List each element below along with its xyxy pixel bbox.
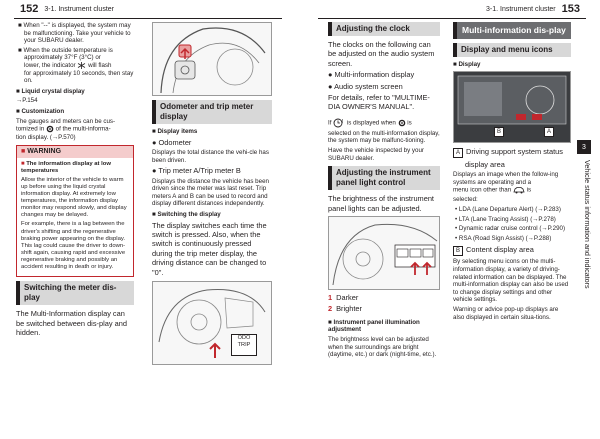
adjusting-clock-heading: Adjusting the clock [328, 22, 440, 36]
mid-screen-figure [453, 71, 571, 143]
bullet-audio: ● Audio system screen [328, 81, 403, 91]
switching-meter-body: The Multi-Information display can be switched between dis-play and hidden. [16, 309, 127, 337]
bullet-mid: ● Multi-information display [328, 70, 415, 80]
svg-text:!: ! [342, 118, 344, 125]
brighter-label: 2 Brighter [328, 304, 363, 314]
right-header-rule [318, 18, 586, 19]
system-list [453, 206, 571, 242]
list-item: • RSA (Road Sign Assist) (→P.288) [455, 234, 552, 242]
switching-display-body: The display switches each time the switch is pressed. Also, when the switch is continuously pressed during the trip meter display, the driving distance can be changed to "0". [152, 220, 267, 277]
gear-icon [46, 125, 54, 133]
illumination-body: The brightness level can be adjusted when the surroundings are bright (daytime, etc.) or dark (night-time, etc.). [328, 336, 437, 359]
inspection-text: Have the vehicle inspected by your SUBARU dealer. [328, 147, 424, 162]
label-b-marker: B [494, 127, 507, 137]
column-4 [453, 22, 571, 323]
customization-heading: ■ Customization [16, 108, 65, 116]
area-b-title: B Content display area [453, 245, 571, 256]
warning-box [16, 145, 134, 277]
list-item: • LTA (Lane Tracing Assist) (→P.278) [455, 215, 556, 223]
bullet-malfunction: ■ When "--" is displayed, the system may be malfunctioning. Take your vehicle to your SUBARU dealer. [18, 22, 131, 45]
display-heading: ■ Display [453, 61, 481, 68]
warning-paragraph-1: Allow the interior of the vehicle to warm up before using the liquid crystal information display. At extremely low temperatures, the information display monitor may respond slowly, and display changes may be delayed. [21, 176, 127, 219]
steering-switch-illustration [153, 23, 271, 95]
switching-display-heading: ■ Switching the display [152, 210, 221, 218]
panel-light-heading: Adjusting the instrument panel light control [328, 166, 440, 190]
label-a-marker: A [544, 127, 557, 137]
clock-body: The clocks on the following can be adjusted on the audio system screen. [328, 40, 435, 68]
panel-light-illustration [329, 217, 439, 289]
darker-label: 1 Darker [328, 293, 359, 303]
right-page-header [486, 0, 586, 18]
odo-trip-button[interactable]: ODO TRIP [231, 334, 257, 356]
odometer-item: ● Odometer [152, 137, 192, 147]
warning-header: ■ WARNING [17, 146, 133, 158]
left-page-number: 152 [20, 3, 39, 15]
list-item: • LDA (Lane Departure Alert) (→P.283) [455, 206, 561, 214]
clock-warning-line: If ! is displayed when is [328, 118, 412, 127]
right-page-number: 153 [561, 3, 580, 15]
popup-desc: Warning or advice pop-up displays are also displayed in certain situa-tions. [453, 305, 559, 321]
odo-trip-button-figure [152, 281, 272, 365]
lcd-reference[interactable]: →P.154 [16, 97, 38, 105]
selected-text: selected: [453, 196, 478, 204]
left-header-rule [14, 18, 282, 19]
steering-switch-figure [152, 22, 272, 96]
trip-meter-item: ● Trip meter A/Trip meter B [152, 166, 241, 176]
right-chapter-title: 3-1. Instrument cluster [486, 5, 556, 13]
left-page-header [14, 0, 114, 18]
switching-meter-heading: Switching the meter dis-play [16, 281, 134, 305]
area-b-desc: By selecting menu icons on the multi-information display, a variety of driving-related information can be displayed. The multi-information display can also be used to change display settings and other vehicle settings. [453, 258, 569, 304]
clock-warning-icon [333, 118, 345, 128]
details-text: For details, refer to "MULTIME-DIA OWNER'S MANUAL". [328, 93, 430, 112]
warning-body [17, 158, 133, 276]
area-a-desc: Displays an image when the follow-ing systems are operating and a menu icon other than is [453, 171, 559, 194]
column-3 [328, 22, 440, 361]
odometer-heading: Odometer and trip meter display [152, 100, 272, 124]
odometer-description: Displays the total distance the vehi-cle has been driven. [152, 149, 269, 164]
illumination-heading: ■ Instrument panel illumination adjustment [328, 318, 420, 334]
panel-light-body: The brightness of the instrument panel lights can be adjusted. [328, 194, 434, 213]
column-2 [152, 22, 272, 365]
clock-warning-rest: selected on the multi-information display, the system may be malfunc-tioning. [328, 129, 440, 145]
customization-text: The gauges and meters can be cus- tomized in of the multi-informa- tion display. (→P.570) [16, 117, 116, 141]
chapter-side-title: Vehicle status information and indicators [583, 160, 592, 289]
list-item: • Dynamic radar cruise control (→P.290) [455, 225, 566, 233]
area-a-title: A Driving support system status [453, 147, 571, 158]
warning-subtitle: ■ The information display at low temperatures [21, 160, 111, 174]
display-items-heading: ■ Display items [152, 128, 198, 135]
bullet-temperature: ■ When the outside temperature is approximately 37°F (3°C) or lower, the indicator will flash for approximately 10 seconds, then stay on. [18, 46, 134, 85]
panel-light-figure [328, 216, 440, 290]
chapter-tab: 3 [577, 140, 591, 154]
car-icon [513, 186, 525, 194]
area-a-title-cont: display area [465, 159, 505, 169]
lcd-heading: ■ Liquid crystal display [16, 87, 85, 95]
warning-paragraph-2: For example, there is a lag between the driver's shifting and the regenerative braking power appearing on the display. This lag could cause the driver to down-shift again, causing rapid and excessive regenerative braking and possibly an accident resulting in death or injury. [21, 221, 126, 270]
left-chapter-title: 3-1. Instrument cluster [44, 5, 114, 13]
column-1 [16, 22, 134, 339]
snowflake-icon [77, 62, 86, 69]
trip-meter-description: Displays the distance the vehicle has been driven since the meter was last reset. Trip meters A and B can be used to record and display different distances independently. [152, 177, 269, 208]
mid-heading: Multi-information dis-play [453, 22, 571, 39]
display-menu-icons-heading: Display and menu icons [453, 43, 571, 57]
gear-icon [398, 119, 406, 127]
